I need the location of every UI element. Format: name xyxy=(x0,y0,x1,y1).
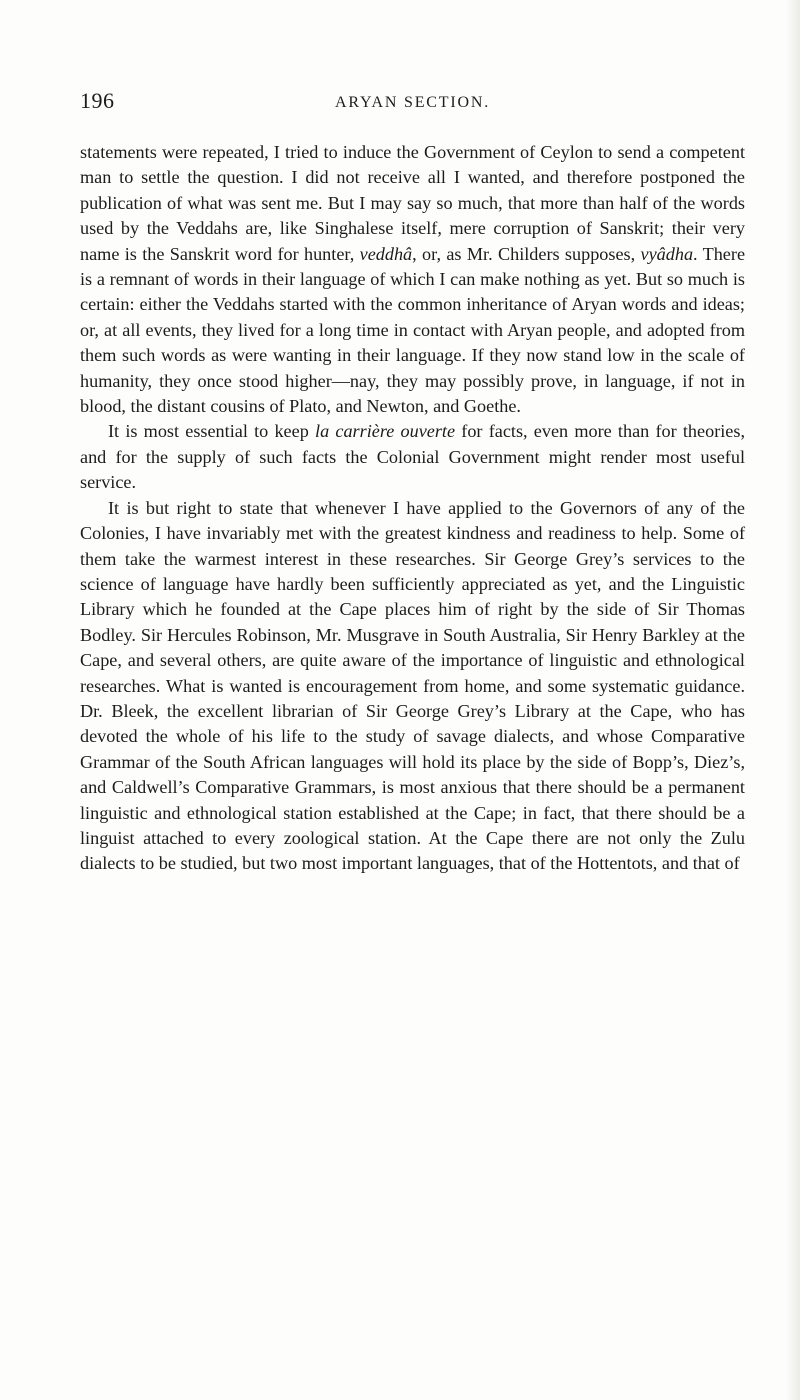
body-text xyxy=(80,140,745,877)
paragraph-2-text-b: for facts, even more than for theories, and for the supply of such facts the Colonial Government might render most useful service. xyxy=(80,421,746,493)
paragraph-2-italic-carriere: la carrière ouverte xyxy=(315,421,456,442)
paragraph-1-italic-veddha: veddhâ xyxy=(359,243,413,264)
page-edge-shadow xyxy=(786,0,800,1400)
paragraph-1-text-a: statements were repeated, I tried to induce the Government of Ceylon to send a competent man to settle the question. I did not receive all I wanted, and therefore postponed the publication of what was sent me. But I may say so much, that more than half of the words used by the Veddahs are, like Singhalese itself, mere corruption of Sanskrit; their very name is the Sanskrit word for hunter, xyxy=(80,142,745,264)
paragraph-1-italic-vyadha: vyâdha xyxy=(640,243,694,264)
page-number: 196 xyxy=(80,88,115,113)
paragraph-1-text-b: , or, as Mr. Childers supposes, xyxy=(412,243,641,264)
running-head: ARYAN SECTION. xyxy=(335,94,490,111)
paragraph-2 xyxy=(80,419,745,495)
paragraph-2-text-a: It is most essential to keep xyxy=(108,421,316,442)
paragraph-1-text-c: . There is a remnant of words in their language of which I can make nothing as yet. But so much is certain: either the Veddahs started with the common inheritance of Aryan words and ideas; or, at all events, they lived for a long time in contact with Aryan people, and adopted from them such words as were wanting in their language. If they now stand low in the scale of humanity, they once stood higher—nay, they may possibly prove, in language, if not in blood, the distant cousins of Plato, and Newton, and Goethe. xyxy=(80,243,746,417)
paragraph-1 xyxy=(80,140,745,419)
paragraph-3: It is but right to state that whenever I have applied to the Governors of any of the Colonies, I have invariably met with the greatest kindness and readiness to help. Some of them take the warmest interest in these researches. Sir George Grey’s services to the science of language have hardly been sufficiently appreciated as yet, and the Linguistic Library which he founded at the Cape places him of right by the side of Sir Thomas Bodley. Sir Hercules Robinson, Mr. Musgrave in South Australia, Sir Henry Barkley at the Cape, and several others, are quite aware of the importance of linguistic and ethnological researches. What is wanted is encouragement from home, and some systematic guidance. Dr. Bleek, the excellent librarian of Sir George Grey’s Library at the Cape, who has devoted the whole of his life to the study of savage dialects, and whose Comparative Grammar of the South African languages will hold its place by the side of Bopp’s, Diez’s, and Caldwell’s Comparative Grammars, is most anxious that there should be a permanent linguistic and ethnological station established at the Cape; in fact, that there should be a linguist attached to every zoological station. At the Cape there are not only the Zulu dialects to be studied, but two most important languages, that of the Hottentots, and that of xyxy=(80,497,745,874)
page-header xyxy=(80,88,745,128)
